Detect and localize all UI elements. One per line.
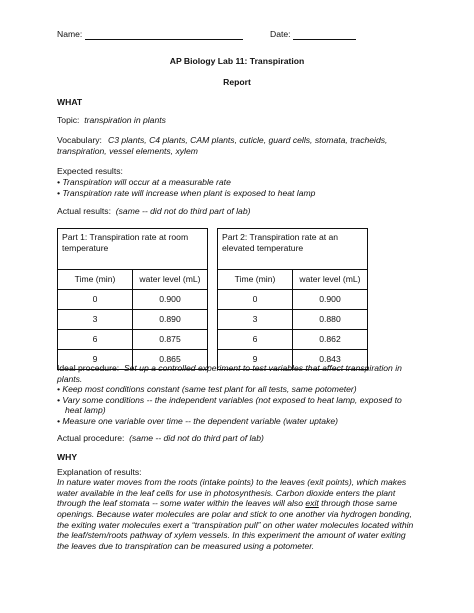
explanation-text: In nature water moves from the roots (intake points) to the leaves (exit points), which makes water available in the leaf cells for use in photosynthesis. Carbon dioxide enters the plant through the leaf stomata -- some water within the leaves will also bbox=[57, 477, 407, 509]
explanation-text: through those same openings. Because water molecules are polar and stick to one another via hydrogen bonding, the exiting water molecules exert a “transpiration pull” on other water molecules located within the leaf/stem/roots pathway of xylem vessels. In this experiment the amount of water exiting the leaves due to transpiration can be measured using a potometer. bbox=[57, 498, 414, 551]
table-cell: 0 bbox=[218, 290, 293, 310]
date-field bbox=[270, 29, 356, 40]
table-row bbox=[218, 310, 368, 330]
table-cell: 3 bbox=[218, 310, 293, 330]
expected-item: • Transpiration will occur at a measurable rate bbox=[57, 177, 231, 187]
name-label: Name: bbox=[57, 29, 83, 39]
column-header: Time (min) bbox=[58, 270, 133, 290]
procedure-bullet: • Measure one variable over time -- the dependent variable (water uptake) bbox=[57, 415, 339, 426]
table-cell: 9 bbox=[218, 350, 293, 370]
explanation-paragraph bbox=[57, 477, 417, 552]
page-title: AP Biology Lab 11: Transpiration bbox=[169, 56, 305, 66]
ideal-procedure-label: Ideal procedure: bbox=[57, 363, 120, 373]
table-cell: 0.865 bbox=[133, 350, 208, 370]
table-cell: 0.900 bbox=[293, 290, 368, 310]
vocab-label: Vocabulary: bbox=[57, 135, 102, 145]
topic-label: Topic: bbox=[57, 115, 80, 125]
actual-results-line bbox=[57, 206, 250, 217]
table-cell: 9 bbox=[58, 350, 133, 370]
date-label: Date: bbox=[270, 29, 291, 39]
table-cell: 3 bbox=[58, 310, 133, 330]
table-row bbox=[58, 290, 208, 310]
topic-line bbox=[57, 115, 166, 126]
expected-label: Expected results: bbox=[57, 166, 123, 176]
table-part1 bbox=[57, 228, 208, 370]
vocab-line-2: transpiration, vessel elements, xylem bbox=[57, 146, 198, 156]
table-title: Part 1: Transpiration rate at room temperature bbox=[58, 229, 208, 270]
explanation-label: Explanation of results: bbox=[57, 467, 142, 477]
actual-results-value: (same -- did not do third part of lab) bbox=[115, 206, 251, 216]
actual-procedure bbox=[57, 433, 264, 444]
table-cell: 6 bbox=[218, 330, 293, 350]
table-cell: 0.900 bbox=[133, 290, 208, 310]
table-cell: 0.843 bbox=[293, 350, 368, 370]
table-cell: 0.890 bbox=[133, 310, 208, 330]
procedure-bullet: • Keep most conditions constant (same test plant for all tests, same potometer) bbox=[57, 384, 357, 394]
what-heading: WHAT bbox=[57, 97, 83, 107]
name-field bbox=[57, 29, 243, 40]
vocab-line-1: C3 plants, C4 plants, CAM plants, cuticle, guard cells, stomata, tracheids, bbox=[108, 135, 388, 145]
table-row bbox=[218, 330, 368, 350]
expected-item: • Transpiration rate will increase when plant is exposed to heat lamp bbox=[57, 188, 316, 198]
ideal-procedure-value: Set up a controlled experiment to test variables that affect transpiration in plants. bbox=[57, 363, 402, 384]
table-row bbox=[58, 310, 208, 330]
table-cell: 0.862 bbox=[293, 330, 368, 350]
page-subtitle: Report bbox=[223, 77, 251, 87]
table-part2 bbox=[217, 228, 368, 370]
procedure-bullet: • Vary some conditions -- the independent variables (not exposed to heat lamp, exposed to heat lamp) bbox=[57, 394, 402, 416]
column-header: water level (mL) bbox=[293, 270, 368, 290]
actual-procedure-label: Actual procedure: bbox=[57, 433, 125, 443]
table-cell: 6 bbox=[58, 330, 133, 350]
why-heading: WHY bbox=[57, 452, 78, 462]
column-header: water level (mL) bbox=[133, 270, 208, 290]
ideal-procedure bbox=[57, 363, 407, 384]
table-cell: 0.880 bbox=[293, 310, 368, 330]
explanation-emphasis: exit bbox=[305, 498, 319, 509]
topic-value: transpiration in plants bbox=[84, 115, 166, 125]
table-row bbox=[58, 330, 208, 350]
procedure-bullets bbox=[57, 384, 407, 427]
date-line bbox=[293, 31, 356, 40]
table-cell: 0 bbox=[58, 290, 133, 310]
actual-procedure-value: (same -- did not do third part of lab) bbox=[129, 433, 264, 443]
column-header: Time (min) bbox=[218, 270, 293, 290]
table-title: Part 2: Transpiration rate at an elevated temperature bbox=[218, 229, 368, 270]
name-line bbox=[85, 31, 243, 40]
actual-results-label: Actual results: bbox=[57, 206, 111, 216]
table-cell: 0.875 bbox=[133, 330, 208, 350]
table-row bbox=[218, 290, 368, 310]
